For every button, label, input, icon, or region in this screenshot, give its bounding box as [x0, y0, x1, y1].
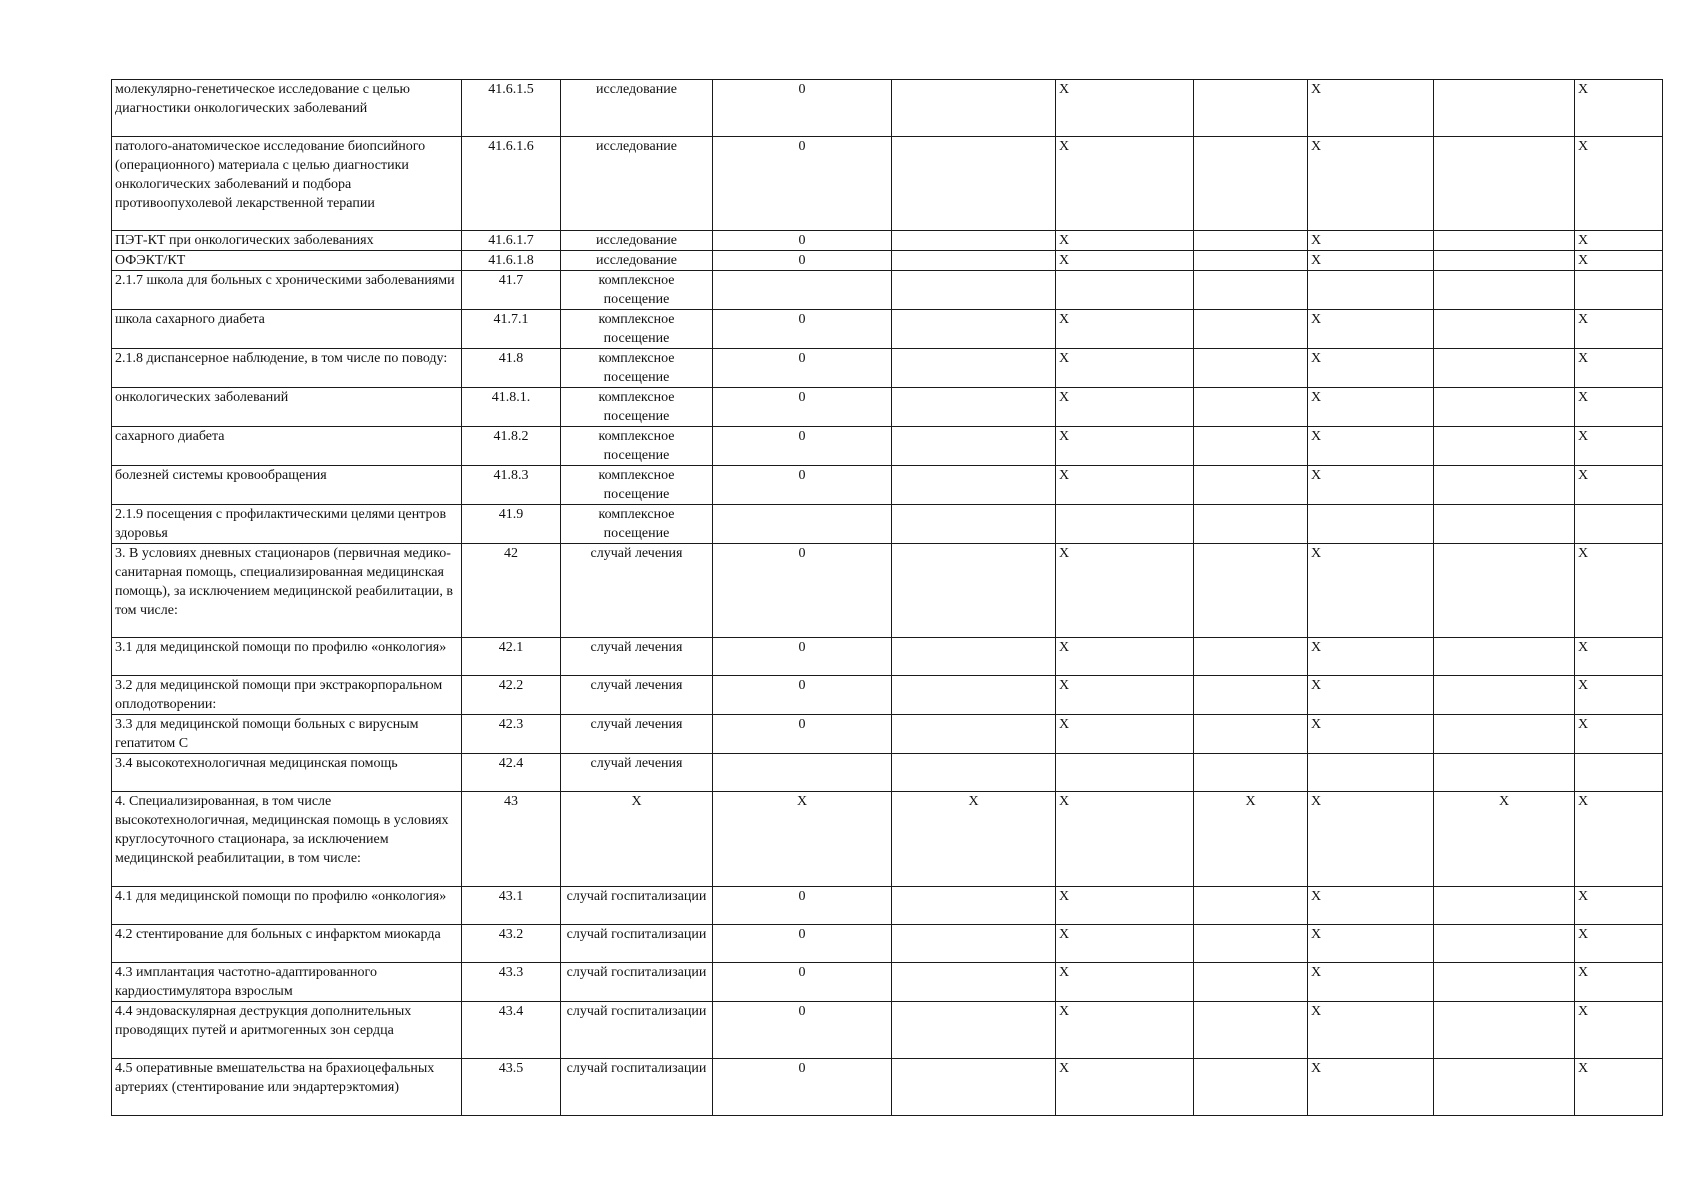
- row-col5: [892, 427, 1056, 466]
- row-code: 43.4: [462, 1002, 561, 1059]
- row-name: онкологических заболеваний: [112, 388, 462, 427]
- row-col9: [1434, 427, 1575, 466]
- row-col10: Х: [1575, 715, 1663, 754]
- row-col5: [892, 137, 1056, 231]
- row-col9: [1434, 388, 1575, 427]
- row-col5: [892, 388, 1056, 427]
- row-unit: Х: [561, 792, 713, 887]
- row-col5: [892, 676, 1056, 715]
- row-code: 42.1: [462, 638, 561, 676]
- row-col8: Х: [1308, 310, 1434, 349]
- row-unit: исследование: [561, 137, 713, 231]
- row-value: 0: [713, 1002, 892, 1059]
- row-col8: [1308, 271, 1434, 310]
- row-col6: Х: [1056, 1059, 1194, 1116]
- row-value: 0: [713, 963, 892, 1002]
- row-col5: [892, 231, 1056, 251]
- table-row: [112, 231, 1663, 251]
- row-value: 0: [713, 137, 892, 231]
- row-col5: [892, 925, 1056, 963]
- row-col10: Х: [1575, 388, 1663, 427]
- row-unit: случай лечения: [561, 754, 713, 792]
- row-col9: Х: [1434, 792, 1575, 887]
- row-unit: комплексное посещение: [561, 427, 713, 466]
- row-col6: Х: [1056, 137, 1194, 231]
- row-col6: Х: [1056, 638, 1194, 676]
- row-code: 41.8: [462, 349, 561, 388]
- row-col10: Х: [1575, 676, 1663, 715]
- row-col10: [1575, 505, 1663, 544]
- row-code: 41.8.2: [462, 427, 561, 466]
- row-unit: случай госпитализации: [561, 1002, 713, 1059]
- volume-table: [111, 79, 1663, 1116]
- row-col8: Х: [1308, 638, 1434, 676]
- row-col6: Х: [1056, 887, 1194, 925]
- row-unit: исследование: [561, 251, 713, 271]
- row-col6: [1056, 505, 1194, 544]
- row-col10: Х: [1575, 1002, 1663, 1059]
- row-col8: [1308, 505, 1434, 544]
- row-col9: [1434, 963, 1575, 1002]
- row-value: [713, 505, 892, 544]
- row-col7: [1194, 251, 1308, 271]
- row-col9: [1434, 1059, 1575, 1116]
- row-col7: [1194, 349, 1308, 388]
- row-code: 41.6.1.5: [462, 80, 561, 137]
- row-name: 3.3 для медицинской помощи больных с вирусным гепатитом С: [112, 715, 462, 754]
- row-col8: Х: [1308, 925, 1434, 963]
- row-value: 0: [713, 251, 892, 271]
- row-code: 43: [462, 792, 561, 887]
- table-row: [112, 754, 1663, 792]
- table-row: [112, 466, 1663, 505]
- row-col9: [1434, 271, 1575, 310]
- row-col9: [1434, 925, 1575, 963]
- row-value: 0: [713, 349, 892, 388]
- row-col5: [892, 349, 1056, 388]
- table-row: [112, 427, 1663, 466]
- table-row: [112, 505, 1663, 544]
- row-col5: [892, 466, 1056, 505]
- row-value: 0: [713, 388, 892, 427]
- row-col5: [892, 963, 1056, 1002]
- row-value: 0: [713, 427, 892, 466]
- row-unit: случай лечения: [561, 638, 713, 676]
- table-row: [112, 676, 1663, 715]
- row-col6: Х: [1056, 715, 1194, 754]
- row-col9: [1434, 466, 1575, 505]
- row-unit: исследование: [561, 80, 713, 137]
- row-col6: Х: [1056, 676, 1194, 715]
- row-col7: [1194, 427, 1308, 466]
- row-col8: Х: [1308, 792, 1434, 887]
- row-col10: Х: [1575, 231, 1663, 251]
- row-col10: Х: [1575, 925, 1663, 963]
- row-col9: [1434, 1002, 1575, 1059]
- row-col6: Х: [1056, 427, 1194, 466]
- row-name: 4. Специализированная, в том числе высокотехнологичная, медицинская помощь в условиях круглосуточного стационара, за исключением медицинской реабилитации, в том числе:: [112, 792, 462, 887]
- row-name: 4.2 стентирование для больных с инфарктом миокарда: [112, 925, 462, 963]
- table-row: [112, 388, 1663, 427]
- row-value: 0: [713, 310, 892, 349]
- row-col10: Х: [1575, 80, 1663, 137]
- row-col5: [892, 887, 1056, 925]
- table-row: [112, 1002, 1663, 1059]
- table-row: [112, 715, 1663, 754]
- row-col5: [892, 754, 1056, 792]
- row-col7: [1194, 887, 1308, 925]
- row-value: [713, 754, 892, 792]
- row-value: 0: [713, 80, 892, 137]
- row-col7: [1194, 231, 1308, 251]
- row-name: молекулярно-генетическое исследование с целью диагностики онкологических заболеваний: [112, 80, 462, 137]
- table-row: [112, 1059, 1663, 1116]
- row-col6: Х: [1056, 251, 1194, 271]
- row-col7: [1194, 925, 1308, 963]
- row-name: 4.5 оперативные вмешательства на брахиоцефальных артериях (стентирование или эндартерэктомия): [112, 1059, 462, 1116]
- row-col5: [892, 715, 1056, 754]
- table-row: [112, 638, 1663, 676]
- row-col10: Х: [1575, 137, 1663, 231]
- row-col10: Х: [1575, 887, 1663, 925]
- row-code: 41.6.1.6: [462, 137, 561, 231]
- row-name: 2.1.9 посещения с профилактическими целями центров здоровья: [112, 505, 462, 544]
- row-col6: Х: [1056, 80, 1194, 137]
- row-col5: [892, 638, 1056, 676]
- table-row: [112, 137, 1663, 231]
- row-col7: [1194, 544, 1308, 638]
- row-col7: [1194, 388, 1308, 427]
- row-unit: комплексное посещение: [561, 505, 713, 544]
- row-unit: комплексное посещение: [561, 310, 713, 349]
- table-row: [112, 271, 1663, 310]
- row-col6: Х: [1056, 231, 1194, 251]
- row-code: 41.7: [462, 271, 561, 310]
- row-col7: [1194, 638, 1308, 676]
- row-col8: Х: [1308, 1002, 1434, 1059]
- row-unit: комплексное посещение: [561, 349, 713, 388]
- row-name: 3.1 для медицинской помощи по профилю «онкология»: [112, 638, 462, 676]
- row-col7: [1194, 271, 1308, 310]
- row-name: 4.4 эндоваскулярная деструкция дополнительных проводящих путей и аритмогенных зон сердца: [112, 1002, 462, 1059]
- row-col6: Х: [1056, 388, 1194, 427]
- row-col7: [1194, 754, 1308, 792]
- row-col8: Х: [1308, 466, 1434, 505]
- row-col7: [1194, 466, 1308, 505]
- row-name: болезней системы кровообращения: [112, 466, 462, 505]
- row-code: 41.6.1.8: [462, 251, 561, 271]
- row-col7: Х: [1194, 792, 1308, 887]
- table-row: [112, 925, 1663, 963]
- row-col9: [1434, 349, 1575, 388]
- row-col6: Х: [1056, 792, 1194, 887]
- row-col8: Х: [1308, 137, 1434, 231]
- row-col9: [1434, 137, 1575, 231]
- row-col9: [1434, 231, 1575, 251]
- row-value: 0: [713, 231, 892, 251]
- row-col9: [1434, 676, 1575, 715]
- row-col5: [892, 80, 1056, 137]
- row-col8: Х: [1308, 963, 1434, 1002]
- row-col5: [892, 1059, 1056, 1116]
- row-value: 0: [713, 887, 892, 925]
- row-col7: [1194, 137, 1308, 231]
- row-col7: [1194, 80, 1308, 137]
- row-code: 42.3: [462, 715, 561, 754]
- table-row: [112, 963, 1663, 1002]
- row-col9: [1434, 887, 1575, 925]
- row-col8: Х: [1308, 349, 1434, 388]
- row-name: 3.4 высокотехнологичная медицинская помощь: [112, 754, 462, 792]
- row-col10: Х: [1575, 638, 1663, 676]
- row-code: 42: [462, 544, 561, 638]
- row-value: 0: [713, 1059, 892, 1116]
- row-name: 3.2 для медицинской помощи при экстракорпоральном оплодотворении:: [112, 676, 462, 715]
- row-col5: [892, 251, 1056, 271]
- row-code: 41.8.1.: [462, 388, 561, 427]
- row-col9: [1434, 544, 1575, 638]
- row-col8: Х: [1308, 1059, 1434, 1116]
- row-unit: комплексное посещение: [561, 388, 713, 427]
- row-value: 0: [713, 544, 892, 638]
- row-name: 2.1.8 диспансерное наблюдение, в том числе по поводу:: [112, 349, 462, 388]
- row-col9: [1434, 754, 1575, 792]
- row-name: 4.1 для медицинской помощи по профилю «онкология»: [112, 887, 462, 925]
- row-col6: [1056, 754, 1194, 792]
- row-name: сахарного диабета: [112, 427, 462, 466]
- row-col10: Х: [1575, 544, 1663, 638]
- row-col9: [1434, 638, 1575, 676]
- row-col9: [1434, 505, 1575, 544]
- row-code: 41.9: [462, 505, 561, 544]
- row-code: 43.3: [462, 963, 561, 1002]
- row-col10: Х: [1575, 349, 1663, 388]
- row-col5: [892, 1002, 1056, 1059]
- row-col8: Х: [1308, 887, 1434, 925]
- row-col8: Х: [1308, 251, 1434, 271]
- row-col8: Х: [1308, 388, 1434, 427]
- row-col7: [1194, 505, 1308, 544]
- row-col6: Х: [1056, 544, 1194, 638]
- row-code: 43.5: [462, 1059, 561, 1116]
- row-col7: [1194, 1059, 1308, 1116]
- row-code: 41.8.3: [462, 466, 561, 505]
- row-name: ПЭТ-КТ при онкологических заболеваниях: [112, 231, 462, 251]
- row-col6: Х: [1056, 925, 1194, 963]
- row-unit: комплексное посещение: [561, 466, 713, 505]
- row-col8: [1308, 754, 1434, 792]
- row-col5: [892, 505, 1056, 544]
- table-body: [112, 80, 1663, 1116]
- row-col10: Х: [1575, 1059, 1663, 1116]
- row-col10: Х: [1575, 466, 1663, 505]
- row-col8: Х: [1308, 676, 1434, 715]
- row-col6: Х: [1056, 1002, 1194, 1059]
- row-col10: Х: [1575, 963, 1663, 1002]
- row-col9: [1434, 310, 1575, 349]
- table-row: [112, 80, 1663, 137]
- row-col7: [1194, 963, 1308, 1002]
- table-row: [112, 310, 1663, 349]
- row-col6: [1056, 271, 1194, 310]
- row-code: 41.7.1: [462, 310, 561, 349]
- table-row: [112, 349, 1663, 388]
- row-col10: Х: [1575, 310, 1663, 349]
- row-name: 3. В условиях дневных стационаров (первичная медико-санитарная помощь, специализированная медицинская помощь), за исключением медицинской реабилитации, в том числе:: [112, 544, 462, 638]
- row-col7: [1194, 715, 1308, 754]
- row-col5: [892, 271, 1056, 310]
- row-col10: Х: [1575, 427, 1663, 466]
- row-col5: [892, 310, 1056, 349]
- table-row: [112, 792, 1663, 887]
- row-unit: случай лечения: [561, 544, 713, 638]
- row-unit: комплексное посещение: [561, 271, 713, 310]
- row-col10: Х: [1575, 792, 1663, 887]
- row-col5: [892, 544, 1056, 638]
- row-col10: Х: [1575, 251, 1663, 271]
- row-value: 0: [713, 638, 892, 676]
- row-col7: [1194, 676, 1308, 715]
- row-col8: Х: [1308, 80, 1434, 137]
- row-value: 0: [713, 715, 892, 754]
- row-value: 0: [713, 676, 892, 715]
- row-col8: Х: [1308, 231, 1434, 251]
- row-col6: Х: [1056, 963, 1194, 1002]
- row-name: патолого-анатомическое исследование биопсийного (операционного) материала с целью диагностики онкологических заболеваний и подбора противоопухолевой лекарственной терапии: [112, 137, 462, 231]
- row-unit: исследование: [561, 231, 713, 251]
- row-col9: [1434, 715, 1575, 754]
- row-col6: Х: [1056, 466, 1194, 505]
- table-row: [112, 887, 1663, 925]
- row-value: [713, 271, 892, 310]
- row-col7: [1194, 310, 1308, 349]
- row-unit: случай лечения: [561, 715, 713, 754]
- row-name: ОФЭКТ/КТ: [112, 251, 462, 271]
- table-row: [112, 251, 1663, 271]
- row-col7: [1194, 1002, 1308, 1059]
- table-row: [112, 544, 1663, 638]
- row-code: 42.4: [462, 754, 561, 792]
- row-unit: случай госпитализации: [561, 1059, 713, 1116]
- row-name: 4.3 имплантация частотно-адаптированного кардиостимулятора взрослым: [112, 963, 462, 1002]
- row-unit: случай госпитализации: [561, 925, 713, 963]
- row-code: 43.1: [462, 887, 561, 925]
- row-col6: Х: [1056, 310, 1194, 349]
- row-name: школа сахарного диабета: [112, 310, 462, 349]
- row-col6: Х: [1056, 349, 1194, 388]
- row-unit: случай госпитализации: [561, 963, 713, 1002]
- row-col5: Х: [892, 792, 1056, 887]
- row-code: 43.2: [462, 925, 561, 963]
- row-code: 42.2: [462, 676, 561, 715]
- row-col9: [1434, 80, 1575, 137]
- row-col9: [1434, 251, 1575, 271]
- row-col8: Х: [1308, 544, 1434, 638]
- row-col10: [1575, 754, 1663, 792]
- row-col8: Х: [1308, 715, 1434, 754]
- row-col8: Х: [1308, 427, 1434, 466]
- row-name: 2.1.7 школа для больных с хроническими заболеваниями: [112, 271, 462, 310]
- row-value: Х: [713, 792, 892, 887]
- row-unit: случай госпитализации: [561, 887, 713, 925]
- row-unit: случай лечения: [561, 676, 713, 715]
- row-value: 0: [713, 925, 892, 963]
- row-code: 41.6.1.7: [462, 231, 561, 251]
- row-value: 0: [713, 466, 892, 505]
- row-col10: [1575, 271, 1663, 310]
